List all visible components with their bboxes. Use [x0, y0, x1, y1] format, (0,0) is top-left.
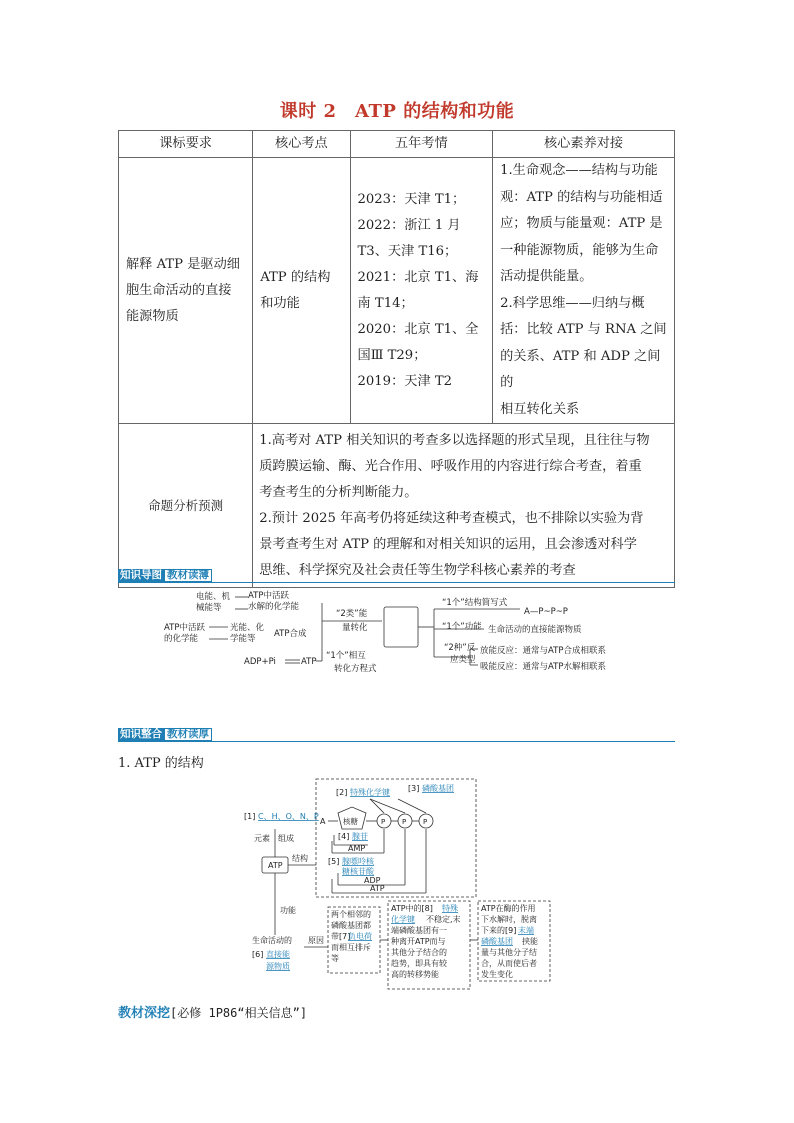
header-core-point: 核心考点 [253, 131, 350, 158]
svg-text:化学键: 化学键 [391, 915, 415, 924]
composition-label: 组成 [278, 834, 294, 843]
amp-name-answer: 腺嘌呤核 [342, 857, 374, 866]
elements-answer: C、H、O、N、P [258, 812, 319, 821]
adp-pi-label: ADP+Pi [244, 657, 276, 667]
knowledge-integration-tag: 知识整合 教材读厚 [118, 728, 212, 741]
label-1: [1] [244, 812, 256, 821]
header-literacy: 核心素养对接 [493, 131, 675, 158]
svg-text:糖核苷酸: 糖核苷酸 [342, 867, 374, 876]
function-label: “1个”功能 [442, 622, 482, 632]
tag-underline [118, 741, 675, 742]
phosphate-2: P [402, 818, 407, 826]
analysis-label: 命题分析预测 [119, 424, 253, 588]
svg-text:学能等: 学能等 [230, 634, 256, 644]
label-5: [5] [328, 857, 340, 866]
table-header-row [119, 131, 675, 158]
label-6: [6] [252, 950, 264, 959]
svg-text:而相互排斥: 而相互排斥 [331, 943, 371, 952]
tag-underline [118, 582, 675, 583]
exergonic-label: 放能反应：通常与ATP合成相联系 [480, 646, 606, 656]
atp-chem-label: ATP中活跃 [164, 623, 205, 633]
knowledge-map-tag: 知识导图 教材读薄 [118, 569, 212, 582]
phosphate-3: P [423, 818, 428, 826]
one-equation-label: “1个”相互 [326, 651, 366, 661]
elements-label: 元素 [254, 834, 270, 843]
special-bond-answer: 特殊化学键 [350, 788, 390, 797]
atp-hydrolysis-label: ATP中活跃 [248, 591, 289, 601]
requirements-table [118, 130, 675, 588]
svg-text:转化方程式: 转化方程式 [334, 664, 377, 674]
svg-text:等: 等 [331, 954, 339, 963]
adp-label: ADP [364, 876, 381, 885]
analysis-text: 1.高考对 ATP 相关知识的考查多以选择题的形式呈现，且往往与物 质跨膜运输、酶、光合作用、呼吸作用的内容进行综合考查，着重 考查考生的分析判断能力。 2.预计 2025 年高考仍将延续这种考查模式，也不排除以实验为背 景考查考生对 ATP 的理解和对相关知识的运用，且会渗透对科学 思维、科学探究及社会责任等生物学科核心素养的考查 [253, 424, 675, 588]
adenine-label: A [320, 817, 326, 826]
structure-label: 结构 [292, 854, 308, 863]
knowledge-map-diagram [160, 585, 640, 677]
svg-text:端磷酸基团有一: 端磷酸基团有一 [391, 926, 447, 935]
header-requirement: 课标要求 [119, 131, 253, 158]
svg-text:水解的化学能: 水解的化学能 [248, 602, 300, 612]
hydrolysis-text: ATP在酶的作用 [481, 904, 536, 913]
deep-dive-label: 教材深挖 [118, 1006, 171, 1021]
negative-charge-answer: 负电荷 [348, 932, 372, 941]
reason-label: 原因 [308, 936, 324, 945]
textbook-deep-dive [118, 1002, 307, 1021]
svg-text:械能等: 械能等 [196, 603, 222, 613]
bond-text: ATP中的[8] [391, 904, 433, 913]
atp-box-label: ATP [268, 861, 283, 870]
repel-text: 两个相邻的 [331, 910, 371, 919]
svg-text:带[7]: 带[7] [331, 932, 351, 941]
function-text: 生命活动的直接能源物质 [488, 625, 582, 635]
structure-formula: A—P~P~P [524, 607, 568, 617]
svg-text:趋势，即具有较: 趋势，即具有较 [391, 959, 447, 968]
svg-text:源物质: 源物质 [266, 962, 290, 971]
svg-text:发生变化: 发生变化 [481, 970, 513, 979]
svg-text:合，从而使后者: 合，从而使后者 [481, 959, 537, 968]
svg-text:种离开ATP而与: 种离开ATP而与 [391, 937, 446, 946]
function-label: 功能 [280, 906, 296, 915]
atp-line-label: ATP [370, 884, 385, 893]
svg-text:应类型: 应类型 [450, 655, 476, 665]
page-title: 课时 2 ATP 的结构和功能 [279, 101, 515, 122]
svg-text:的化学能: 的化学能 [164, 634, 199, 644]
light-energy-label: 光能、化 [230, 623, 265, 633]
cell-requirement: 解释 ATP 是驱动细 胞生命活动的直接 能源物质 [119, 158, 253, 424]
atp-synthesis-label: ATP合成 [274, 629, 307, 639]
activity-label: 生命活动的 [252, 936, 292, 945]
header-exam-history: 五年考情 [350, 131, 493, 158]
special-bond-answer-2: 特殊 [442, 904, 458, 913]
svg-text:高的转移势能: 高的转移势能 [391, 970, 439, 979]
reaction-types-label: “2种”反 [444, 643, 476, 653]
structure-label: “1个”结构简写式 [442, 598, 508, 608]
svg-text:磷酸基团都: 磷酸基团都 [331, 921, 371, 930]
phosphate-1: P [381, 818, 386, 826]
section-heading: 1. ATP 的结构 [118, 756, 204, 771]
amp-label: AMP [348, 844, 366, 853]
analysis-row [119, 424, 675, 588]
direct-energy-answer: 直接能 [266, 950, 290, 959]
label-4: [4] [338, 832, 350, 841]
elec-energy-label: 电能、机 [196, 592, 231, 602]
table-row [119, 158, 675, 424]
adenosine-answer: 腺苷 [352, 832, 368, 841]
atp-label: ATP [301, 657, 317, 667]
phosphate-answer: 磷酸基团 [422, 784, 454, 793]
cell-literacy: 1.生命观念——结构与功能 观：ATP 的结构与功能相适 应；物质与能量观：ATP 是 一种能源物质，能够为生命 活动提供能量。 2.科学思维——归纳与概 括：比较 ATP 与 RNA 之间 的关系、ATP 和 ADP 之间的 相互转化关系 [493, 158, 675, 424]
cell-exam-history: 2023：天津 T1； 2022：浙江 1 月 T3、天津 T16； 2021：北京 T1、海 南 T14； 2020：北京 T1、全 国Ⅲ T29； 2019：天津 T2 [350, 158, 493, 424]
two-kinds-label: “2类”能 [336, 609, 368, 619]
label-3: [3] [408, 784, 420, 793]
atp-structure-diagram [238, 775, 558, 993]
cell-core-point: ATP 的结构 和功能 [253, 158, 350, 424]
endergonic-label: 吸能反应：通常与ATP水解相联系 [480, 662, 606, 672]
svg-text:挟能: 挟能 [522, 937, 538, 946]
svg-text:量转化: 量转化 [342, 623, 368, 633]
svg-text:其他分子结合的: 其他分子结合的 [391, 948, 447, 957]
label-2: [2] [336, 788, 348, 797]
terminal-phosphate-answer: 末端 [518, 926, 534, 935]
svg-text:下来的[9]: 下来的[9] [481, 926, 517, 935]
ribose-label: 核糖 [343, 817, 358, 826]
svg-text:磷酸基团: 磷酸基团 [481, 937, 513, 946]
deep-dive-reference: [必修 1P86“相关信息”] [170, 1006, 308, 1020]
svg-text:下水解时，脱离: 下水解时，脱离 [481, 915, 537, 924]
svg-text:量与其他分子结: 量与其他分子结 [481, 948, 537, 957]
svg-text:不稳定,末: 不稳定,末 [426, 915, 461, 924]
